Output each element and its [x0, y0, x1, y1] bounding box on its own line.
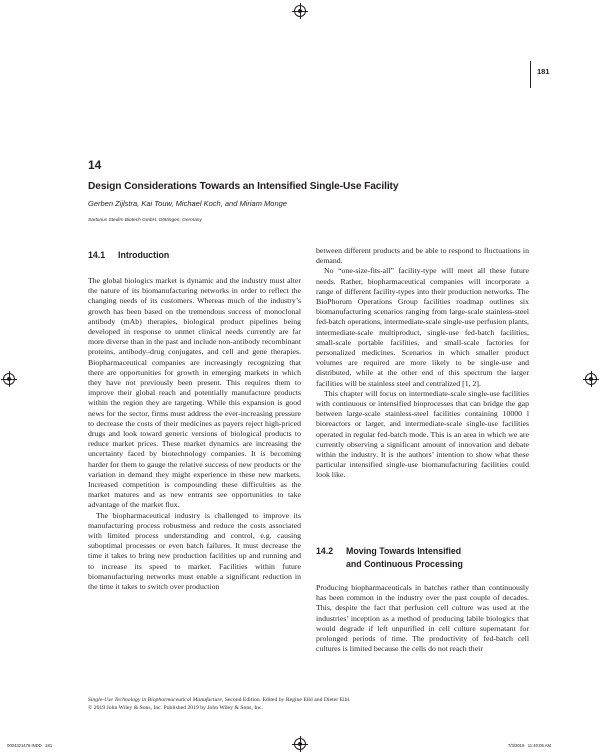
section-heading-line-2	[316, 558, 529, 571]
section-heading-14-1	[88, 249, 301, 262]
slug-right: 7/3/2019 11:40:05 AM	[508, 743, 551, 748]
paragraph: Producing biopharmaceuticals in batches rather than continuously has been common in the industry over the past couple of decades. This, despite the fact that perfusion cell culture was used at the industries’ inception as a method of producing labile biologics that would degrade if left unpurified in cell culture supernatant for prolonged periods of time. The productivity of fed-batch cell cultures is limited because the cells do not reach their	[316, 583, 529, 654]
paragraph: The global biologics market is dynamic and the industry must alter the nature of its biomanufacturing networks in order to reflect the changing needs of its customers. Whereas much of the industry’s growth has been based on the tremendous success of monoclonal antibody (mAb) therapies, biological product pipelines being developed in response to unmet clinical needs currently are far more diverse than in the past and include non-antibody recombinant proteins, antibody–drug conjugates, and cell and gene therapies. Biopharmaceutical companies are increasingly recognizing that there are opportunities for growth in emerging markets in which they have not previously been present. This requires them to improve their global reach and potentially manufacture products within the region they are targeting. While this expansion is good news for the sector, firms must address the ever-increasing pressure to decrease the costs of their medicines as payers reject high-priced drugs and look toward generic versions of biological products to reduce market prices. These market dynamics are increasing the uncertainty faced by biotechnology companies. It is becoming harder for them to gauge the relative success of new products or the variation in demand they might experience in these new markets. Increased competition is compounding these difficulties as the market matures and as new entrants see opportunities to take advantage of the market flux.	[88, 276, 301, 510]
footer-citation	[88, 697, 528, 705]
page-number: 181	[537, 67, 550, 76]
chapter-authors: Gerben Zijlstra, Kai Touw, Michael Koch, and Miriam Monge	[88, 199, 287, 208]
paragraph: This chapter will focus on intermediate-scale single-use facilities with continuous or intensified bioprocesses that can bridge the gap between large-scale stainless-steel facilities containing 10000 l bioreactors or larger, and intermediate-scale single-use facilities operated in regular fed-batch mode. This is an area in which we are currently observing a significant amount of innovation and debate within the industry. It is the authors’ intention to show what these particular intensified single-use biomanufacturing facilities could look like.	[316, 388, 529, 480]
section-title-line-2: and Continuous Processing	[346, 559, 463, 569]
footer-copyright: © 2019 John Wiley & Sons, Inc. Published 2019 by John Wiley & Sons, Inc.	[88, 704, 263, 711]
right-column-lower	[316, 583, 529, 654]
registration-mark-top-icon	[294, 5, 306, 17]
section-title: Introduction	[118, 250, 170, 260]
page-number-rule	[530, 61, 531, 88]
left-column	[88, 249, 301, 592]
slug-left: 0004321476.INDD 181	[7, 743, 53, 748]
affiliation: Sartorius Stedim Biotech GmbH, Göttingen, Germany	[88, 218, 202, 223]
page-footer	[88, 697, 528, 712]
right-column	[316, 246, 529, 481]
book-details: , Second Edition. Edited by Regine Eibl and Dieter Eibl.	[221, 697, 351, 703]
book-title: Single-Use Technology in Biopharmaceutical Manufacture	[88, 697, 222, 703]
paragraph: No “one-size-fits-all” facility-type will meet all these future needs. Rather, biopharmaceutical companies will incorporate a range of different facility-types into their production networks. The BioPhorum Operations Group facilities roadmap outlines six biomanufacturing scenarios ranging from large-scale stainless-steel fed-batch operations, intermediate-scale single-use perfusion plants, intermediate-scale multiproduct, single-use fed-batch facilities, small-scale portable facilities, and small-scale factories for personalized medicines. Scenarios in which smaller product volumes are required are more likely to be single-use and distributed, while at the other end of this spectrum the larger facilities will be stainless steel and centralized [1, 2].	[316, 266, 529, 388]
registration-mark-left-icon	[3, 373, 15, 385]
registration-mark-bottom-icon	[294, 738, 306, 750]
section-heading-14-2	[316, 545, 529, 571]
section-number: 14.2	[316, 546, 334, 556]
paragraph: between different products and be able to respond to fluctuations in demand.	[316, 246, 529, 266]
paragraph: The biopharmaceutical industry is challenged to improve its manufacturing process robustness and reduce the costs associated with limited process understanding and control, e.g. causing suboptimal processes or even batch failures. It must decrease the time it takes to bring new production facilities up and running and to increase its speed to market. Facilities within future biomanufacturing networks must enable a significant reduction in the time it takes to switch over production	[88, 510, 301, 592]
section-heading-line-1	[316, 545, 529, 558]
chapter-title: Design Considerations Towards an Intensified Single-Use Facility	[88, 181, 399, 192]
section-number: 14.1	[88, 250, 106, 260]
section-title-line-1: Moving Towards Intensified	[346, 546, 462, 556]
registration-mark-right-icon	[585, 373, 597, 385]
chapter-number: 14	[88, 158, 102, 172]
